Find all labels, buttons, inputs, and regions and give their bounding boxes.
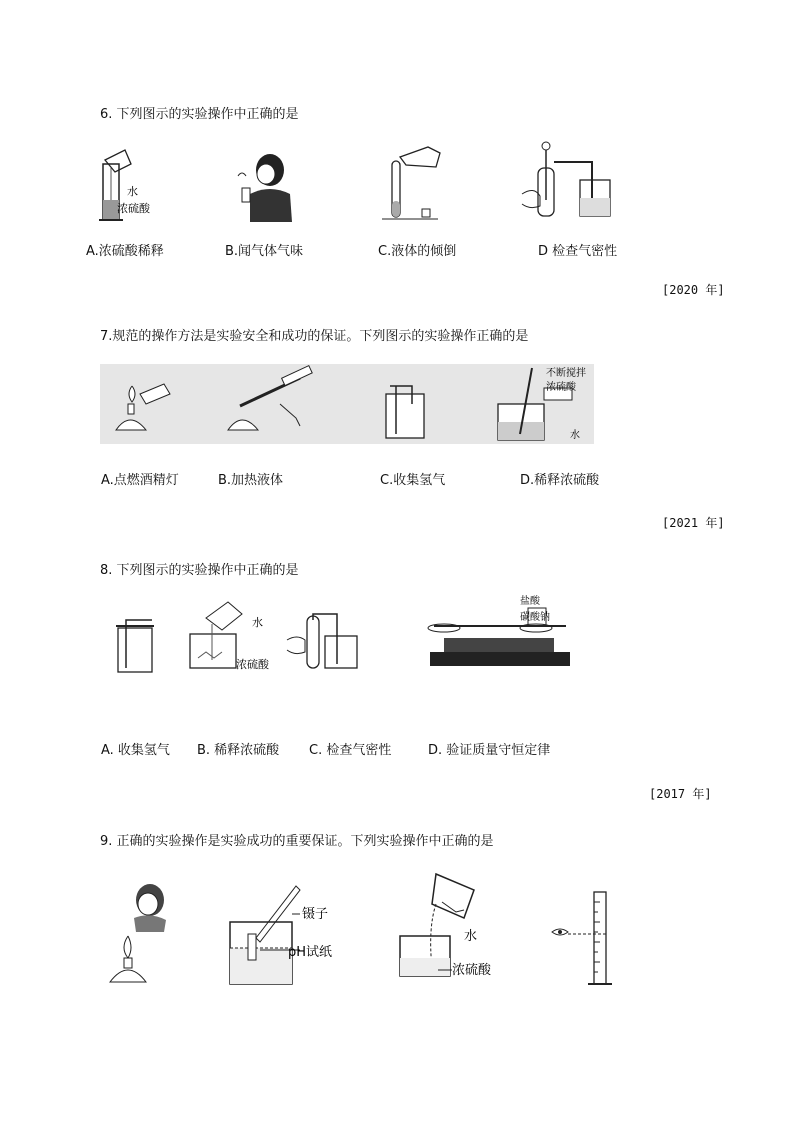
q9-b-ph-label: pH试纸: [288, 945, 333, 960]
q8-d-hcl-label: 盐酸: [520, 596, 540, 607]
q6-figure-c: [378, 143, 448, 223]
q6-figure-d: [520, 140, 625, 222]
q8-figure-a: [112, 614, 160, 674]
q8-figure-b: [186, 600, 276, 674]
q8-option-c[interactable]: C. 检查气密性: [309, 743, 392, 758]
q8-figure-c: [285, 610, 385, 674]
q6-option-a[interactable]: A.浓硫酸稀释: [86, 244, 164, 259]
q7-d-stir-label: 不断搅拌: [546, 368, 586, 379]
q8-b-acid-label: 浓硫酸: [236, 658, 269, 671]
q8-b-water-label: 水: [252, 616, 263, 629]
q7-d-acid-label: 浓硫酸: [546, 382, 576, 393]
q6-figure-b: [228, 148, 298, 223]
q6-year: [2020 年]: [662, 283, 725, 297]
q6-title: 6. 下列图示的实验操作中正确的是: [100, 107, 299, 122]
q8-figure-d: [420, 598, 590, 670]
q7-option-d[interactable]: D.稀释浓硫酸: [520, 473, 600, 488]
q9-title: 9. 正确的实验操作是实验成功的重要保证。下列实验操作中正确的是: [100, 834, 494, 849]
q6-option-b[interactable]: B.闻气体气味: [225, 244, 304, 259]
q7-option-c[interactable]: C.收集氢气: [380, 473, 446, 488]
q9-figure-c: [392, 868, 502, 983]
q9-c-water-label: 水: [464, 929, 478, 944]
q6-a-acid-label: 浓硫酸: [117, 202, 150, 215]
q9-b-tweezers-label: 镊子: [302, 907, 329, 922]
q6-a-water-label: 水: [127, 185, 138, 198]
q7-figure-strip: [100, 364, 594, 444]
q8-d-na2co3-label: 碳酸钠: [520, 612, 550, 623]
q8-year: [2017 年]: [649, 787, 712, 801]
q7-option-a[interactable]: A.点燃酒精灯: [101, 473, 179, 488]
q7-option-b[interactable]: B.加热液体: [218, 473, 284, 488]
q8-option-a[interactable]: A. 收集氢气: [101, 743, 170, 758]
q7-d-water-label: 水: [570, 430, 580, 441]
q6-figure-a: [95, 150, 175, 222]
q9-c-acid-label: 浓硫酸: [452, 963, 492, 978]
q8-option-d[interactable]: D. 验证质量守恒定律: [428, 743, 551, 758]
q8-title: 8. 下列图示的实验操作中正确的是: [100, 563, 299, 578]
q8-option-b[interactable]: B. 稀释浓硫酸: [197, 743, 280, 758]
q7-title: 7.规范的操作方法是实验安全和成功的保证。下列图示的实验操作正确的是: [100, 329, 529, 344]
q7-year: [2021 年]: [662, 516, 725, 530]
q9-figure-a: [104, 878, 174, 988]
q6-option-c[interactable]: C.液体的倾倒: [378, 244, 457, 259]
q9-figure-b: [226, 878, 346, 988]
q9-figure-d: [548, 888, 628, 990]
q6-option-d[interactable]: D 检查气密性: [538, 244, 618, 259]
